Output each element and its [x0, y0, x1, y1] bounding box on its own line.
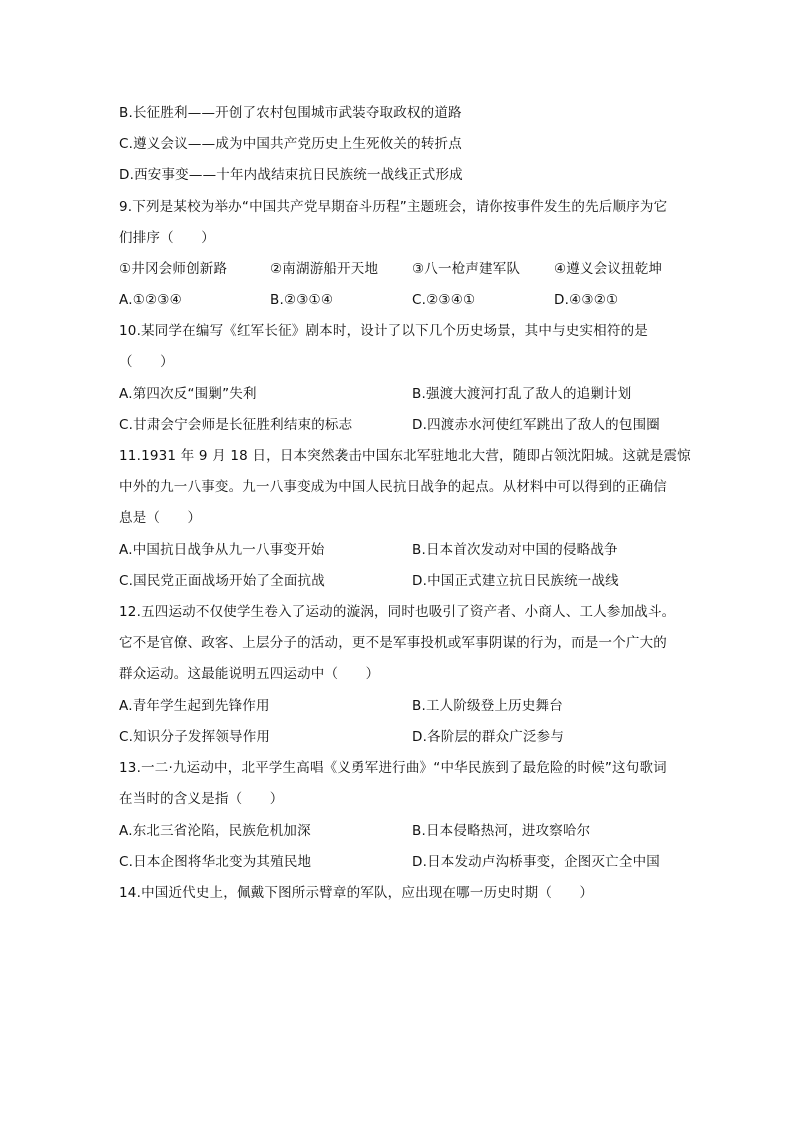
q9-stem-line-1: 9.下列是某校为举办“中国共产党早期奋斗历程”主题班会，请你按事件发生的先后顺序为它 [119, 199, 668, 215]
q12-option-b: B.工人阶级登上历史舞台 [412, 698, 563, 714]
q10-option-b: B.强渡大渡河打乱了敌人的追剿计划 [412, 386, 632, 402]
q13-stem-line-1: 13.一二·九运动中，北平学生高唱《义勇军进行曲》“中华民族到了最危险的时候”这句歌词 [119, 760, 667, 776]
q9-item-1: ①井冈会师创新路 [119, 261, 228, 277]
q10-option-a: A.第四次反“围剿”失利 [119, 386, 257, 402]
q9-item-2: ②南湖游船开天地 [270, 261, 379, 277]
q11-stem-line-3: 息是（ ） [119, 510, 202, 526]
q13-option-b: B.日本侵略热河，进攻察哈尔 [412, 823, 591, 839]
q11-stem-line-2: 中外的九一八事变。九一八事变成为中国人民抗日战争的起点。从材料中可以得到的正确信 [119, 479, 667, 495]
q13-option-d: D.日本发动卢沟桥事变，企图灭亡全中国 [412, 854, 660, 870]
q9-option-d: D.④③②① [554, 292, 619, 308]
q8-option-b: B.长征胜利——开创了农村包围城市武装夺取政权的道路 [119, 105, 462, 121]
q14-stem-line-1: 14.中国近代史上，佩戴下图所示臂章的军队，应出现在哪一历史时期（ ） [119, 885, 594, 901]
q9-option-c: C.②③④① [412, 292, 476, 308]
q13-option-a: A.东北三省沦陷，民族危机加深 [119, 823, 311, 839]
q11-option-c: C.国民党正面战场开始了全面抗战 [119, 573, 325, 589]
q11-stem-line-1: 11.1931 年 9 月 18 日，日本突然袭击中国东北军驻地北大营，随即占领沈阳城。这就是震惊 [119, 448, 691, 464]
q10-stem-line-2: （ ） [119, 354, 174, 370]
q12-option-d: D.各阶层的群众广泛参与 [412, 729, 565, 745]
q12-stem-line-2: 它不是官僚、政客、上层分子的活动，更不是军事投机或军事阴谋的行为，而是一个广大的 [119, 635, 667, 651]
q11-option-a: A.中国抗日战争从九一八事变开始 [119, 542, 325, 558]
q9-item-4: ④遵义会议扭乾坤 [554, 261, 663, 277]
q12-stem-line-1: 12.五四运动不仅使学生卷入了运动的漩涡，同时也吸引了资产者、小商人、工人参加战斗。 [119, 604, 676, 620]
q8-option-c: C.遵义会议——成为中国共产党历史上生死攸关的转折点 [119, 136, 462, 152]
q13-option-c: C.日本企图将华北变为其殖民地 [119, 854, 312, 870]
q11-option-b: B.日本首次发动对中国的侵略战争 [412, 542, 618, 558]
q9-item-3: ③八一枪声建军队 [412, 261, 521, 277]
q12-option-a: A.青年学生起到先锋作用 [119, 698, 270, 714]
q10-option-c: C.甘肃会宁会师是长征胜利结束的标志 [119, 417, 353, 433]
q12-option-c: C.知识分子发挥领导作用 [119, 729, 271, 745]
q9-option-b: B.②③①④ [270, 292, 334, 308]
q12-stem-line-3: 群众运动。这最能说明五四运动中（ ） [119, 666, 380, 682]
q11-option-d: D.中国正式建立抗日民族统一战线 [412, 573, 619, 589]
q9-stem-line-2: 们排序（ ） [119, 230, 215, 246]
q10-stem-line-1: 10.某同学在编写《红军长征》剧本时，设计了以下几个历史场景，其中与史实相符的是 [119, 323, 648, 339]
q8-option-d: D.西安事变——十年内战结束抗日民族统一战线正式形成 [119, 167, 463, 183]
q13-stem-line-2: 在当时的含义是指（ ） [119, 791, 284, 807]
q9-option-a: A.①②③④ [119, 292, 182, 308]
q10-option-d: D.四渡赤水河使红军跳出了敌人的包围圈 [412, 417, 660, 433]
